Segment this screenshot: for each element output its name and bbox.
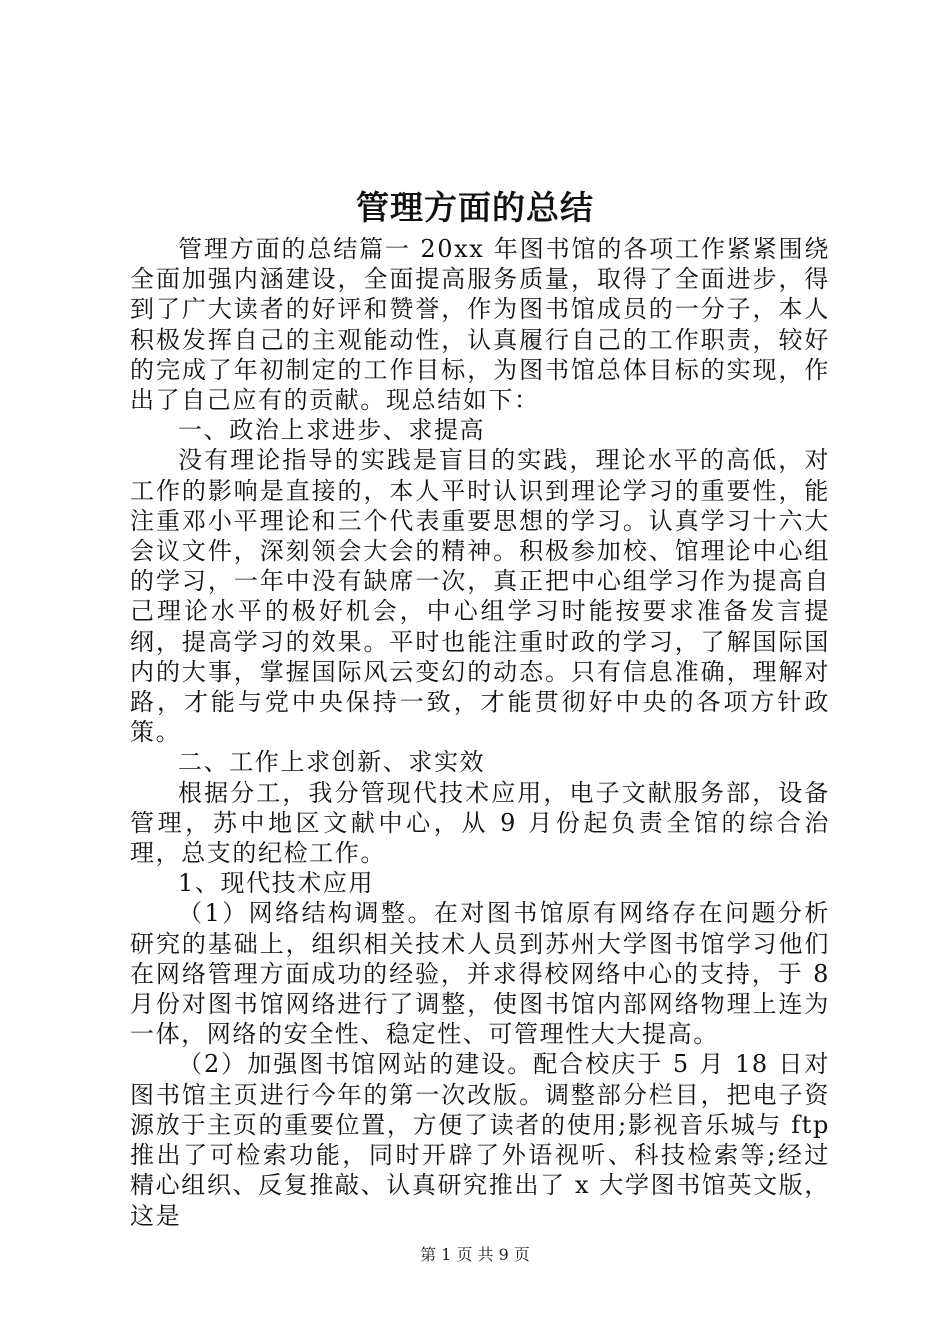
work-paragraph: 根据分工，我分管现代技术应用，电子文献服务部，设备管理，苏中地区文献中心，从 9 月份起负责全馆的综合治理，总支的纪检工作。: [130, 778, 830, 868]
document-title: 管理方面的总结: [356, 188, 594, 227]
intro-paragraph: 管理方面的总结篇一 20xx 年图书馆的各项工作紧紧围绕全面加强内涵建设，全面提高服务质量，取得了全面进步，得到了广大读者的好评和赞誉，作为图书馆成员的一分子，本人积极发挥自己的主观能动性，认真履行自己的工作职责，较好的完成了年初制定的工作目标，为图书馆总体目标的实现，作出了自己应有的贡献。现总结如下：: [130, 235, 830, 415]
subsection-heading-tech: 1、现代技术应用: [178, 869, 375, 898]
section-heading-work: 二、工作上求创新、求实效: [178, 748, 486, 777]
website-paragraph: （2）加强图书馆网站的建设。配合校庆于 5 月 18 日对图书馆主页进行今年的第一次改版。调整部分栏目，把电子资源放于主页的重要位置，方便了读者的使用;影视音乐城与 ftp 推出了可检索功能，同时开辟了外语视听、科技检索等;经过精心组织、反复推敲、认真研究推出了 x 大学图书馆英文版，这是: [130, 1050, 830, 1230]
network-paragraph: （1）网络结构调整。在对图书馆原有网络存在问题分析研究的基础上，组织相关技术人员到苏州大学图书馆学习他们在网络管理方面成功的经验，并求得校网络中心的支持，于 8 月份对图书馆网络进行了调整，使图书馆内部网络物理上连为一体，网络的安全性、稳定性、可管理性大大提高。: [130, 899, 830, 1049]
section-heading-politics: 一、政治上求进步、求提高: [178, 416, 486, 445]
document-body: [130, 234, 830, 1231]
page-footer: 第 1 页 共 9 页: [420, 1245, 530, 1264]
politics-paragraph: 没有理论指导的实践是盲目的实践，理论水平的高低，对工作的影响是直接的，本人平时认识到理论学习的重要性，能注重邓小平理论和三个代表重要思想的学习。认真学习十六大会议文件，深刻领会大会的精神。积极参加校、馆理论中心组的学习，一年中没有缺席一次，真正把中心组学习作为提高自己理论水平的极好机会，中心组学习时能按要求准备发言提纲，提高学习的效果。平时也能注重时政的学习，了解国际国内的大事，掌握国际风云变幻的动态。只有信息准确，理解对路，才能与党中央保持一致，才能贯彻好中央的各项方针政策。: [130, 446, 830, 747]
